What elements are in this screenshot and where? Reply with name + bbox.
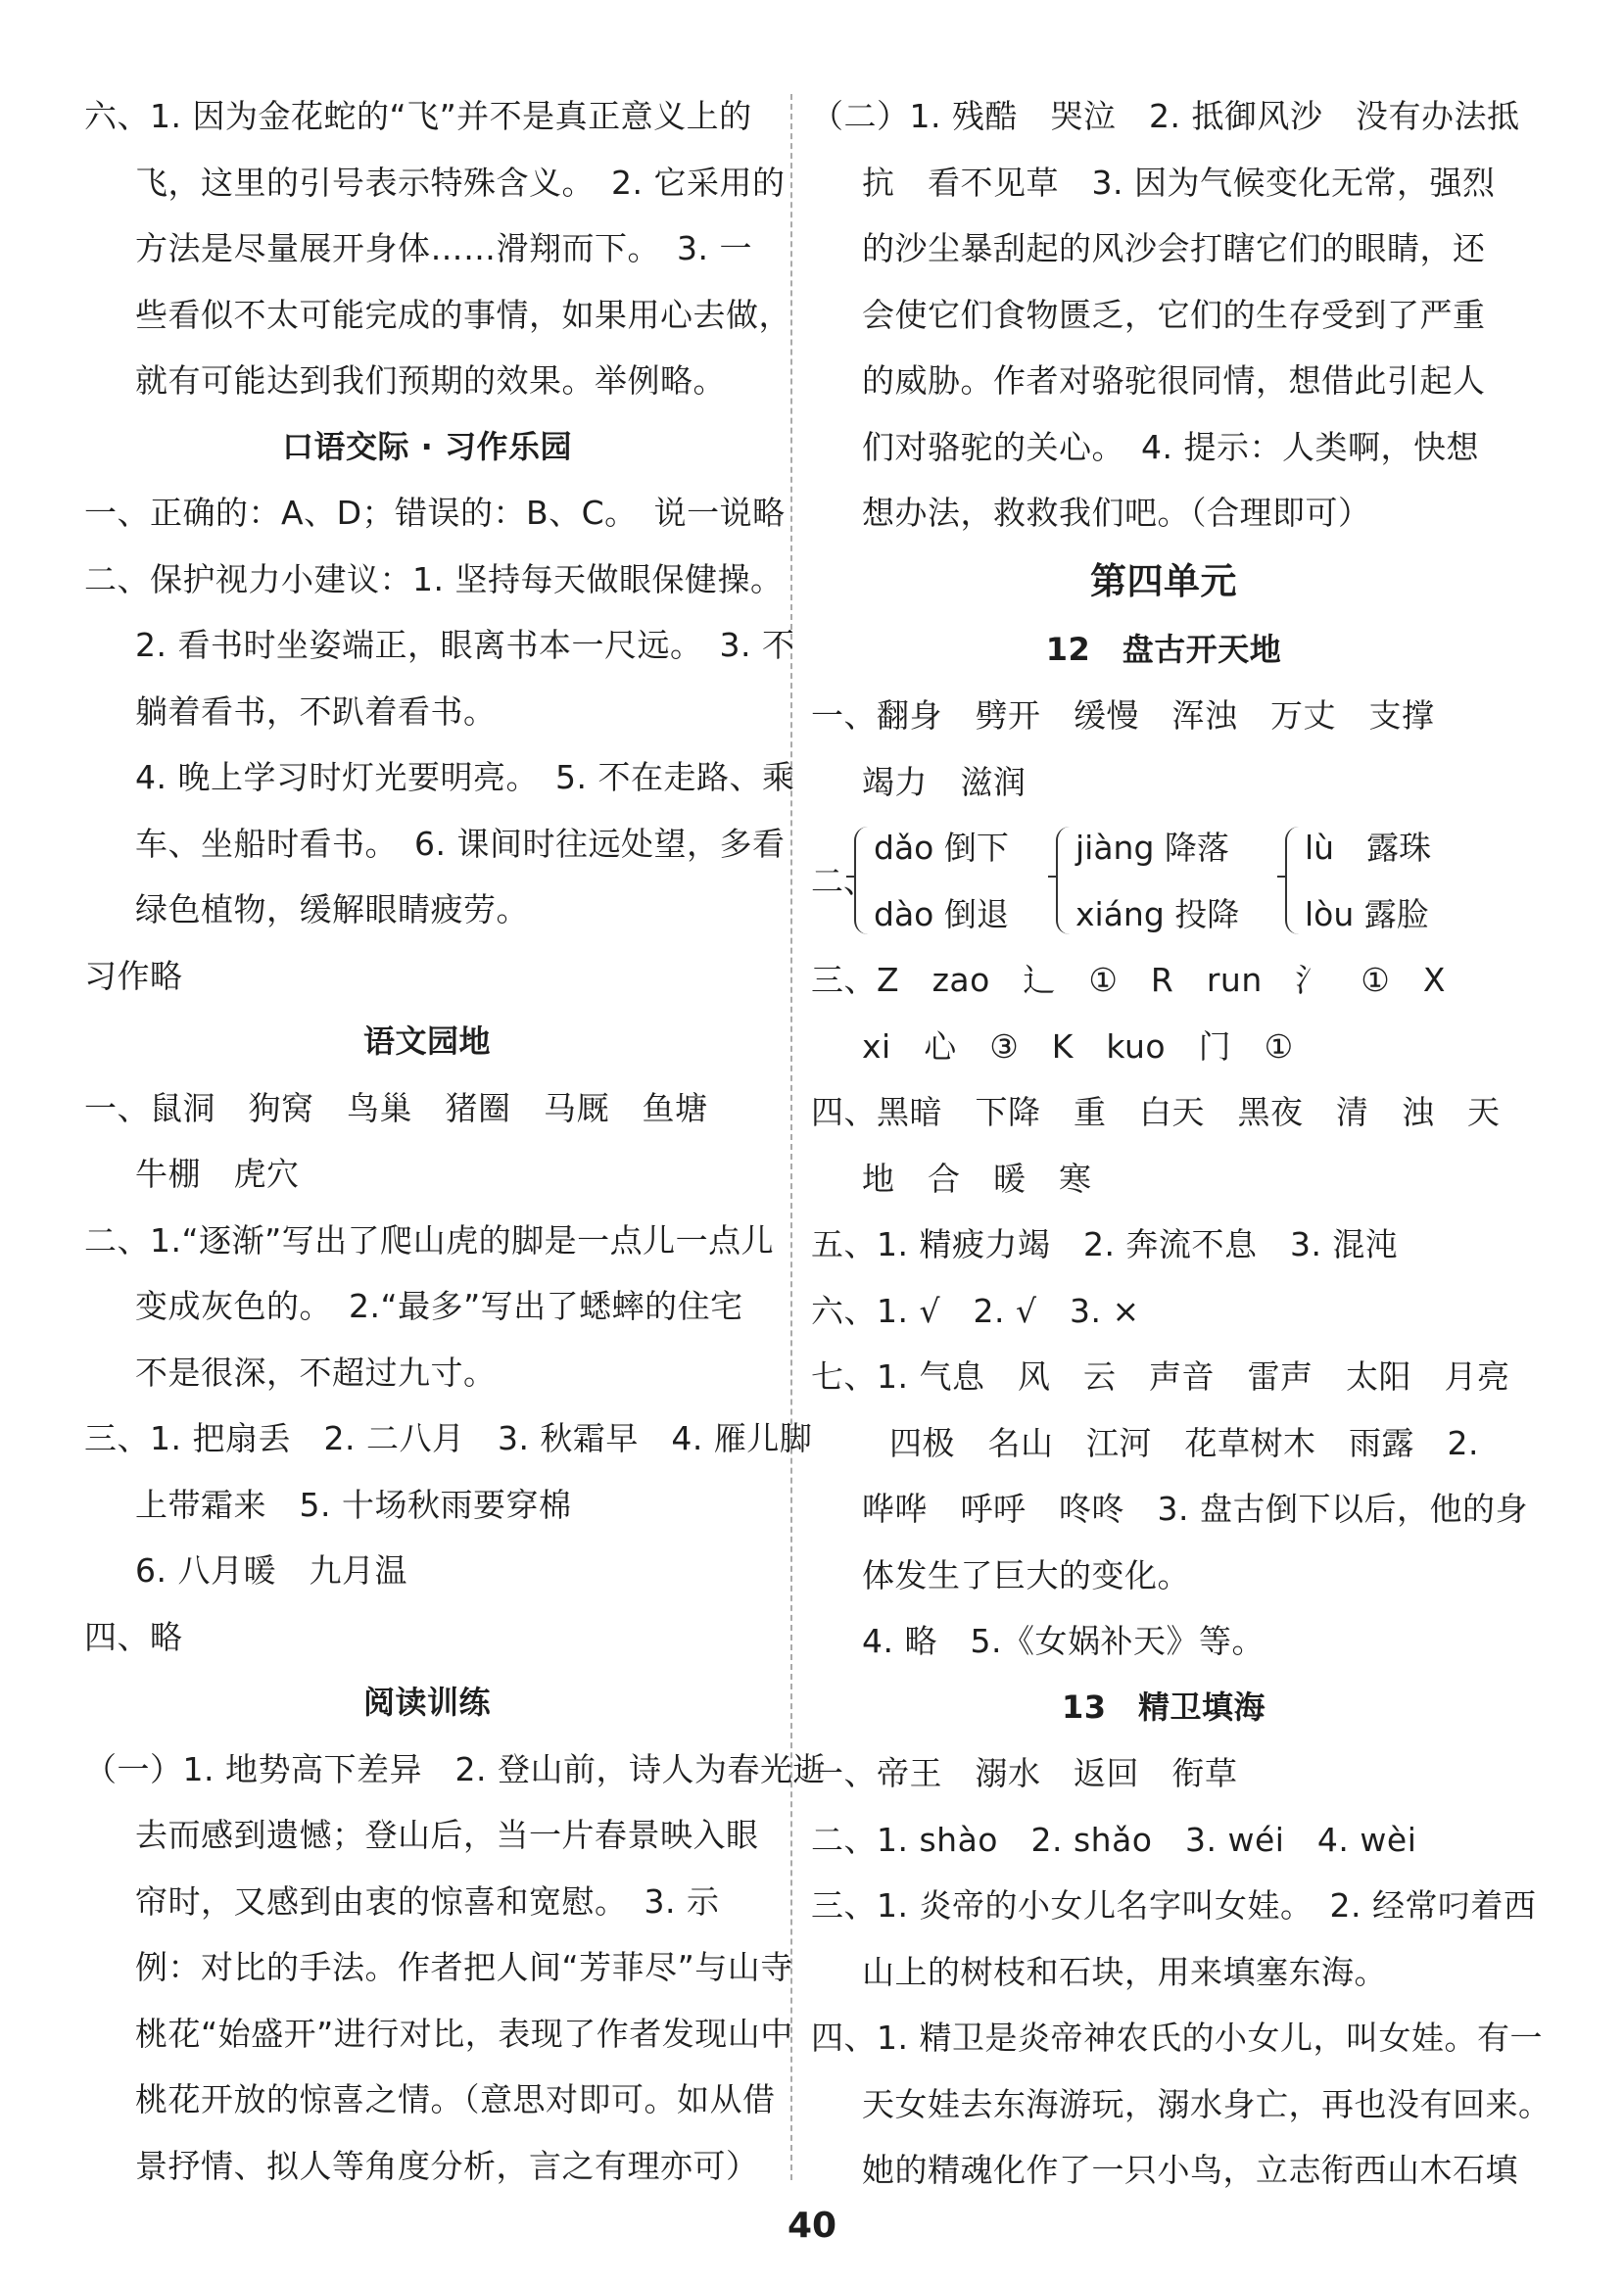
answer-line: 习作略 xyxy=(84,956,183,995)
answer-line: 七、1. 气息 风 云 声音 雷声 太阳 月亮 xyxy=(811,1357,1510,1396)
answer-line: 二、保护视力小建议：1. 坚持每天做眼保健操。 xyxy=(84,559,784,598)
answer-line: 想办法，救救我们吧。（合理即可） xyxy=(862,494,1371,532)
answer-line: 她的精魂化作了一只小鸟，立志衔西山木石填 xyxy=(862,2151,1518,2189)
polyphone-reading: lù 露珠 xyxy=(1305,829,1432,867)
answer-line: 绿色植物，缓解眼睛疲劳。 xyxy=(135,890,529,928)
answer-line: 帘时，又感到由衷的惊喜和宽慰。 3. 示 xyxy=(135,1881,720,1921)
answer-line: 竭力 滋润 xyxy=(862,762,1027,801)
answer-line: 们对骆驼的关心。 4. 提示：人类啊，快想 xyxy=(862,427,1479,466)
answer-line: 二、1. shào 2. shǎo 3. wéi 4. wèi xyxy=(811,1820,1417,1859)
right-top-block xyxy=(811,83,1520,815)
answer-line: 不是很深，不超过九寸。 xyxy=(135,1353,497,1392)
section-heading: 13 精卫填海 xyxy=(1061,1688,1266,1726)
answer-line: 一、翻身 劈开 缓慢 浑浊 万丈 支撑 xyxy=(811,696,1435,735)
answer-line: xi 心 ③ K kuo 门 ① xyxy=(862,1026,1294,1066)
answer-line: 6. 八月暖 九月温 xyxy=(135,1551,407,1590)
section-heading: 12 盘古开天地 xyxy=(1045,630,1282,668)
answer-line: 四、略 xyxy=(84,1617,183,1656)
answer-line: 二、1.“逐渐”写出了爬山虎的脚是一点儿一点儿 xyxy=(84,1220,775,1260)
answer-line: 三、1. 把扇丢 2. 二八月 3. 秋霜早 4. 雁儿脚 xyxy=(84,1419,813,1457)
polyphone-reading: lòu 露脸 xyxy=(1305,894,1429,933)
polyphone-reading: xiáng 投降 xyxy=(1075,894,1240,933)
polyphone-reading: jiàng 降落 xyxy=(1075,829,1229,867)
answer-line: 的沙尘暴刮起的风沙会打瞎它们的眼睛，还 xyxy=(862,229,1486,267)
answer-line: 三、Z zao 辶 ① R run 氵 ① X xyxy=(811,961,1446,999)
answer-line: 抗 看不见草 3. 因为气候变化无常，强烈 xyxy=(862,163,1496,202)
answer-line: 六、1. √ 2. √ 3. × xyxy=(811,1291,1140,1330)
answer-line: 桃花开放的惊喜之情。（意思对即可。如从借 xyxy=(135,2080,776,2118)
answer-line: 一、帝王 溺水 返回 衔草 xyxy=(811,1754,1238,1792)
polyphone-label: 二、 xyxy=(811,862,876,900)
right-bottom-block xyxy=(811,947,1552,2204)
answer-line: 山上的树枝和石块，用来填塞东海。 xyxy=(862,1952,1387,1991)
answer-line: 4. 晚上学习时灯光要明亮。 5. 不在走路、乘 xyxy=(135,758,795,796)
polyphone-reading: dào 倒退 xyxy=(874,894,1009,933)
answer-line: 四极 名山 江河 花草树木 雨露 2. xyxy=(889,1423,1479,1462)
answer-line: （二）1. 残酷 哭泣 2. 抵御风沙 没有办法抵 xyxy=(811,97,1520,135)
answer-line: 2. 看书时坐姿端正，眼离书本一尺远。 3. 不 xyxy=(135,626,795,664)
answer-line: 景抒情、拟人等角度分析，言之有理亦可） xyxy=(135,2146,759,2185)
answer-line: 一、鼠洞 狗窝 鸟巢 猪圈 马厩 鱼塘 xyxy=(84,1088,708,1127)
answer-line: 上带霜来 5. 十场秋雨要穿棉 xyxy=(135,1485,572,1524)
answer-line: 躺着看书，不趴着看书。 xyxy=(135,691,497,731)
answer-line: 哗哗 呼呼 咚咚 3. 盘古倒下以后，他的身 xyxy=(862,1490,1528,1528)
section-heading: 阅读训练 xyxy=(362,1684,491,1721)
answer-line: 天女娃去东海游玩，溺水身亡，再也没有回来。 xyxy=(862,2084,1552,2123)
answer-line: 飞，这里的引号表示特殊含义。 2. 它采用的 xyxy=(135,163,786,202)
page-number: 40 xyxy=(787,2206,837,2246)
answer-line: 些看似不太可能完成的事情，如果用心去做， xyxy=(135,295,791,334)
answer-line: 的威胁。作者对骆驼很同情，想借此引起人 xyxy=(862,361,1486,400)
answer-line: 四、黑暗 下降 重 白天 黑夜 清 浊 天 xyxy=(811,1093,1501,1131)
answer-line: 变成灰色的。 2.“最多”写出了蟋蟀的住宅 xyxy=(135,1287,743,1325)
left-column xyxy=(84,83,826,2199)
answer-line: 去而感到遗憾；登山后，当一片春景映入眼 xyxy=(135,1816,759,1854)
answer-line: 方法是尽量展开身体……滑翔而下。 3. 一 xyxy=(135,229,752,267)
answer-line: 4. 略 5.《女娲补天》等。 xyxy=(862,1622,1265,1660)
answer-line: （一）1. 地势高下差异 2. 登山前，诗人为春光逝 xyxy=(84,1749,826,1788)
brace-icon xyxy=(854,827,870,934)
answer-line: 三、1. 炎帝的小女儿名字叫女娃。 2. 经常叼着西 xyxy=(811,1886,1537,1925)
brace-icon xyxy=(1056,827,1072,934)
section-heading: 第四单元 xyxy=(1090,559,1237,602)
answer-line: 会使它们食物匮乏，它们的生存受到了严重 xyxy=(862,295,1486,334)
section-heading: 口语交际 · 习作乐园 xyxy=(282,427,572,465)
brace-icon xyxy=(1285,827,1301,934)
answer-line: 桃花“始盛开”进行对比，表现了作者发现山中 xyxy=(135,2014,793,2053)
column-divider xyxy=(790,94,792,2180)
section-heading: 语文园地 xyxy=(362,1023,491,1060)
answer-line: 就有可能达到我们预期的效果。举例略。 xyxy=(135,361,726,400)
answer-line: 体发生了巨大的变化。 xyxy=(862,1555,1190,1594)
right-column xyxy=(811,83,1552,2204)
answer-line: 五、1. 精疲力竭 2. 奔流不息 3. 混沌 xyxy=(811,1225,1399,1263)
answer-line: 牛棚 虎穴 xyxy=(135,1155,300,1193)
polyphone-row xyxy=(811,815,1516,947)
answer-line: 例：对比的手法。作者把人间“芳菲尽”与山寺 xyxy=(135,1948,793,1986)
answer-line: 六、1. 因为金花蛇的“飞”并不是真正意义上的 xyxy=(84,97,752,135)
answer-line: 地 合 暖 寒 xyxy=(862,1159,1092,1198)
polyphone-reading: dǎo 倒下 xyxy=(874,829,1009,867)
answer-line: 四、1. 精卫是炎帝神农氏的小女儿，叫女娃。有一 xyxy=(811,2019,1543,2057)
answer-line: 车、坐船时看书。 6. 课间时往远处望，多看 xyxy=(135,824,786,863)
answer-line: 一、正确的：A、D；错误的：B、C。 说一说略 xyxy=(84,494,786,532)
